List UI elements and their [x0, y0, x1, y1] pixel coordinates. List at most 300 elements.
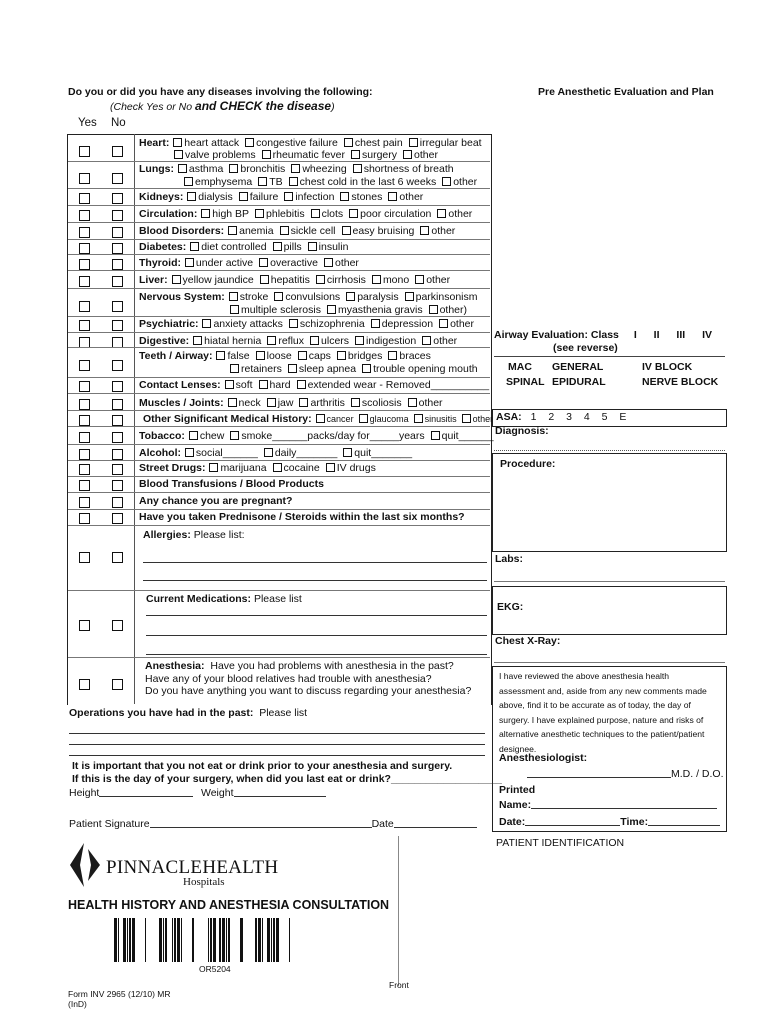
checkbox-column-divider	[134, 134, 135, 704]
lungs-option[interactable]: bronchitis	[228, 163, 285, 175]
row-divider	[68, 347, 490, 348]
checkbox-icon[interactable]	[289, 319, 298, 328]
checkbox-icon[interactable]	[327, 305, 336, 314]
psychiatric-no-checkbox[interactable]	[112, 320, 123, 331]
checkbox-icon[interactable]	[297, 380, 306, 389]
checkbox-icon[interactable]	[229, 164, 238, 173]
heart-line	[173, 149, 443, 161]
height-field[interactable]: Height	[69, 787, 193, 799]
checkbox-icon[interactable]	[422, 336, 431, 345]
teeth-airway-yes-checkbox[interactable]	[79, 360, 90, 371]
lungs-line	[183, 176, 482, 188]
nervous-system-option[interactable]: myasthenia gravis	[326, 304, 423, 316]
diabetes-option[interactable]: diet controlled	[189, 241, 266, 253]
diabetes-yes-checkbox[interactable]	[79, 243, 90, 254]
checkbox-icon[interactable]	[409, 138, 418, 147]
circulation-line	[139, 208, 477, 220]
checkbox-icon[interactable]	[185, 258, 194, 267]
checkbox-icon[interactable]	[351, 398, 360, 407]
checkbox-icon[interactable]	[388, 192, 397, 201]
psychiatric-option[interactable]: schizophrenia	[288, 318, 365, 330]
barcode-bar	[240, 918, 243, 962]
barcode-text: OR5204	[199, 964, 231, 974]
kidneys-yes-checkbox[interactable]	[79, 193, 90, 204]
alcohol-line	[139, 447, 417, 459]
digestive-line	[139, 335, 462, 347]
other-significant-medical-history-yes-checkbox[interactable]	[79, 415, 90, 426]
liver-yes-checkbox[interactable]	[79, 276, 90, 287]
psychiatric-option[interactable]: depression	[370, 318, 433, 330]
digestive-option[interactable]: other	[421, 335, 457, 347]
checkbox-icon[interactable]	[371, 319, 380, 328]
tobacco-yes-checkbox[interactable]	[79, 432, 90, 443]
checkbox-icon[interactable]	[362, 364, 371, 373]
checkbox-icon[interactable]	[316, 414, 325, 423]
psychiatric-label: Psychiatric:	[139, 318, 199, 330]
digestive-option[interactable]: indigestion	[354, 335, 416, 347]
medications-line-2[interactable]	[146, 635, 487, 636]
checkbox-icon[interactable]	[258, 177, 267, 186]
checkbox-icon[interactable]	[288, 364, 297, 373]
epidural-option[interactable]: EPIDURAL	[552, 376, 606, 388]
lungs-option[interactable]: asthma	[177, 163, 223, 175]
checkbox-icon[interactable]	[316, 275, 325, 284]
row-divider	[68, 222, 490, 223]
checkbox-icon[interactable]	[260, 275, 269, 284]
allergies-line-1[interactable]	[143, 562, 487, 563]
teeth-airway-option[interactable]: retainers	[229, 363, 282, 375]
checkbox-icon[interactable]	[437, 209, 446, 218]
tobacco-option[interactable]: quit______	[430, 430, 494, 442]
checkbox-icon[interactable]	[245, 138, 254, 147]
circulation-option[interactable]: phlebitis	[254, 208, 305, 220]
psychiatric-yes-checkbox[interactable]	[79, 320, 90, 331]
teeth-airway-option[interactable]: trouble opening mouth	[361, 363, 478, 375]
kidneys-option[interactable]: infection	[283, 191, 334, 203]
digestive-option[interactable]: hiatal hernia	[192, 335, 261, 347]
heart-label: Heart:	[139, 137, 170, 149]
nervous-system-option[interactable]: multiple sclerosis	[229, 304, 321, 316]
row-divider	[68, 460, 490, 461]
diabetes-no-checkbox[interactable]	[112, 243, 123, 254]
digestive-option[interactable]: ulcers	[309, 335, 349, 347]
checkbox-icon[interactable]	[228, 398, 237, 407]
liver-option[interactable]: cirrhosis	[315, 274, 366, 286]
alcohol-option[interactable]: social______	[184, 447, 258, 459]
alcohol-label: Alcohol:	[139, 447, 181, 459]
barcode-bar	[262, 918, 263, 962]
other-significant-medical-history-option[interactable]: glaucoma	[358, 414, 409, 424]
diabetes-option[interactable]: insulin	[307, 241, 349, 253]
checkbox-icon[interactable]	[388, 351, 397, 360]
row-divider	[68, 525, 490, 526]
thyroid-option[interactable]: under active	[184, 257, 253, 269]
right-title: Pre Anesthetic Evaluation and Plan	[538, 86, 714, 98]
mac-option[interactable]: MAC	[508, 361, 532, 373]
contact-lenses-no-checkbox[interactable]	[112, 381, 123, 392]
checkbox-icon[interactable]	[184, 177, 193, 186]
street-drugs-label: Street Drugs:	[139, 462, 206, 474]
alcohol-yes-checkbox[interactable]	[79, 449, 90, 460]
checkbox-icon[interactable]	[190, 242, 199, 251]
row-divider	[68, 332, 490, 333]
diabetes-label: Diabetes:	[139, 241, 187, 253]
muscles-joints-option[interactable]: other	[407, 397, 443, 409]
checkbox-icon[interactable]	[280, 226, 289, 235]
anesthesia-questions: Anesthesia: Have you had problems with anesthesia in the past? Have any of your blood relatives had trouble with anesthesia? Do you have anything you want to discuss regarding your anesthesia?	[145, 660, 472, 697]
street-drugs-yes-checkbox[interactable]	[79, 464, 90, 475]
liver-option[interactable]: other	[414, 274, 450, 286]
checkbox-icon[interactable]	[174, 150, 183, 159]
front-label: Front	[389, 980, 409, 990]
muscles-joints-option[interactable]: neck	[227, 397, 261, 409]
allergies-yes-checkbox[interactable]	[79, 552, 90, 563]
checkbox-icon[interactable]	[462, 414, 471, 423]
contact-lenses-label: Contact Lenses:	[139, 379, 221, 391]
nervous-system-no-checkbox[interactable]	[112, 301, 123, 312]
operations-line-3[interactable]	[69, 755, 485, 756]
teeth-airway-option[interactable]: sleep apnea	[287, 363, 356, 375]
row-divider	[68, 188, 490, 189]
kidneys-no-checkbox[interactable]	[112, 193, 123, 204]
thyroid-option[interactable]: other	[323, 257, 359, 269]
checkbox-icon[interactable]	[172, 275, 181, 284]
checkbox-icon[interactable]	[311, 209, 320, 218]
lungs-option[interactable]: other	[441, 176, 477, 188]
heart-option[interactable]: congestive failure	[244, 137, 338, 149]
checkbox-icon[interactable]	[408, 398, 417, 407]
circulation-option[interactable]: clots	[310, 208, 344, 220]
blood-disorders-option[interactable]: sickle cell	[279, 225, 336, 237]
anesthesia-no-checkbox[interactable]	[112, 679, 123, 690]
checkbox-icon[interactable]	[273, 242, 282, 251]
no-header: No	[111, 117, 126, 129]
tobacco-option[interactable]: smoke______packs/day for_____years	[229, 430, 424, 442]
tobacco-label: Tobacco:	[139, 430, 185, 442]
medications-line-1[interactable]	[146, 615, 487, 616]
checkbox-icon[interactable]	[299, 398, 308, 407]
checkbox-icon[interactable]	[264, 448, 273, 457]
heart-line	[139, 137, 487, 149]
checkbox-icon[interactable]	[403, 150, 412, 159]
muscles-joints-yes-checkbox[interactable]	[79, 399, 90, 410]
checkbox-icon[interactable]	[289, 177, 298, 186]
alcohol-no-checkbox[interactable]	[112, 449, 123, 460]
heart-option[interactable]: chest pain	[343, 137, 403, 149]
checkbox-icon[interactable]	[262, 150, 271, 159]
checkbox-icon[interactable]	[267, 336, 276, 345]
checkbox-icon[interactable]	[274, 292, 283, 301]
teeth-airway-option[interactable]: false	[215, 350, 249, 362]
signature-field[interactable]: Patient Signature Date	[69, 818, 477, 830]
nervous-system-option[interactable]: convulsions	[273, 291, 340, 303]
lungs-option[interactable]: wheezing	[290, 163, 346, 175]
asa-classes[interactable]: ASA: 1 2 3 4 5 E	[496, 411, 627, 423]
pinnacle-logo-icon	[66, 841, 106, 889]
checkbox-icon[interactable]	[420, 226, 429, 235]
lungs-option[interactable]: TB	[257, 176, 282, 188]
patient-identification-label: PATIENT IDENTIFICATION	[496, 837, 625, 849]
barcode-bar	[192, 918, 194, 962]
checkbox-icon[interactable]	[337, 351, 346, 360]
street-drugs-option[interactable]: IV drugs	[325, 462, 376, 474]
nervous-system-option[interactable]: other)	[428, 304, 467, 316]
other-significant-medical-history-option[interactable]: sinusitis	[413, 414, 457, 424]
liver-option[interactable]: mono	[371, 274, 409, 286]
checkbox-icon[interactable]	[230, 305, 239, 314]
other-significant-medical-history-line	[143, 413, 497, 425]
diagnosis-line	[494, 450, 725, 451]
contact-lenses-option[interactable]: hard	[258, 379, 291, 391]
checkbox-icon[interactable]	[173, 138, 182, 147]
fold-divider	[398, 836, 399, 986]
street-drugs-no-checkbox[interactable]	[112, 464, 123, 475]
kidneys-line	[139, 191, 428, 203]
checkbox-icon[interactable]	[326, 463, 335, 472]
checkbox-icon[interactable]	[324, 258, 333, 267]
digestive-label: Digestive:	[139, 335, 190, 347]
barcode-bar	[210, 918, 212, 962]
row-divider	[68, 476, 490, 477]
checkbox-icon[interactable]	[310, 336, 319, 345]
allergies-no-checkbox[interactable]	[112, 552, 123, 563]
barcode-bar	[222, 918, 225, 962]
teeth-airway-no-checkbox[interactable]	[112, 360, 123, 371]
heart-option[interactable]: heart attack	[172, 137, 239, 149]
barcode-bar	[276, 918, 279, 962]
checkbox-icon[interactable]	[342, 226, 351, 235]
circulation-option[interactable]: poor circulation	[348, 208, 431, 220]
street-drugs-option[interactable]: marijuana	[208, 462, 266, 474]
teeth-airway-option[interactable]: loose	[255, 350, 292, 362]
nervous-system-line	[139, 291, 482, 303]
medications-no-checkbox[interactable]	[112, 620, 123, 631]
heart-yes-checkbox[interactable]	[79, 146, 90, 157]
nervous-system-option[interactable]: parkinsonism	[404, 291, 478, 303]
form-title: HEALTH HISTORY AND ANESTHESIA CONSULTATION	[68, 898, 390, 912]
checkbox-icon[interactable]	[442, 177, 451, 186]
tobacco-no-checkbox[interactable]	[112, 432, 123, 443]
heart-option[interactable]: rheumatic fever	[261, 149, 345, 161]
barcode-bar	[132, 918, 135, 962]
anesthesiologist-signature[interactable]: M.D. / D.O.	[527, 768, 724, 780]
circulation-no-checkbox[interactable]	[112, 210, 123, 221]
liver-no-checkbox[interactable]	[112, 276, 123, 287]
liver-option[interactable]: hepatitis	[259, 274, 310, 286]
have-you-taken-prednisone-steroids-within-the-last-six-months-line	[139, 511, 465, 523]
heart-option[interactable]: irregular beat	[408, 137, 482, 149]
muscles-joints-option[interactable]: scoliosis	[350, 397, 402, 409]
checkbox-icon[interactable]	[349, 209, 358, 218]
checkbox-icon[interactable]	[372, 275, 381, 284]
street-drugs-option[interactable]: cocaine	[272, 462, 320, 474]
checkbox-icon[interactable]	[230, 431, 239, 440]
blood-disorders-no-checkbox[interactable]	[112, 227, 123, 238]
blood-disorders-option[interactable]: easy bruising	[341, 225, 415, 237]
thyroid-option[interactable]: overactive	[258, 257, 318, 269]
kidneys-option[interactable]: other	[387, 191, 423, 203]
any-chance-you-are-pregnant-label: Any chance you are pregnant?	[139, 495, 293, 507]
lungs-yes-checkbox[interactable]	[79, 173, 90, 184]
checkbox-icon[interactable]	[225, 380, 234, 389]
checkbox-icon[interactable]	[284, 192, 293, 201]
medications-line-3[interactable]	[146, 654, 487, 655]
contact-lenses-yes-checkbox[interactable]	[79, 381, 90, 392]
general-option[interactable]: GENERAL	[552, 361, 604, 373]
checkbox-icon[interactable]	[340, 192, 349, 201]
checkbox-icon[interactable]	[189, 431, 198, 440]
medications-yes-checkbox[interactable]	[79, 620, 90, 631]
heart-option[interactable]: other	[402, 149, 438, 161]
checkbox-icon[interactable]	[273, 463, 282, 472]
allergies-line-2[interactable]	[143, 580, 487, 581]
checkbox-icon[interactable]	[185, 448, 194, 457]
teeth-airway-option[interactable]: bridges	[336, 350, 382, 362]
checkbox-icon[interactable]	[344, 138, 353, 147]
heart-no-checkbox[interactable]	[112, 146, 123, 157]
psychiatric-option[interactable]: anxiety attacks	[201, 318, 282, 330]
date-time-field[interactable]: Date: Time:	[499, 816, 720, 828]
checkbox-icon[interactable]	[230, 364, 239, 373]
teeth-airway-option[interactable]: caps	[297, 350, 331, 362]
checkbox-icon[interactable]	[178, 164, 187, 173]
digestive-option[interactable]: reflux	[266, 335, 304, 347]
checkbox-icon[interactable]	[202, 319, 211, 328]
thyroid-line	[139, 257, 364, 269]
psychiatric-option[interactable]: other	[438, 318, 474, 330]
diabetes-option[interactable]: pills	[272, 241, 302, 253]
barcode-bar	[159, 918, 162, 962]
blood-disorders-option[interactable]: anemia	[227, 225, 273, 237]
kidneys-option[interactable]: failure	[238, 191, 279, 203]
nervous-system-option[interactable]: paralysis	[345, 291, 398, 303]
any-chance-you-are-pregnant-yes-checkbox[interactable]	[79, 497, 90, 508]
alcohol-option[interactable]: quit_______	[342, 447, 412, 459]
checkbox-icon[interactable]	[239, 192, 248, 201]
checkbox-icon[interactable]	[259, 380, 268, 389]
checkbox-icon[interactable]	[429, 305, 438, 314]
checkbox-icon[interactable]	[414, 414, 423, 423]
have-you-taken-prednisone-steroids-within-the-last-six-months-no-checkbox[interactable]	[112, 513, 123, 524]
operations-line-2[interactable]	[69, 744, 485, 745]
checkbox-icon[interactable]	[308, 242, 317, 251]
blood-disorders-yes-checkbox[interactable]	[79, 227, 90, 238]
other-significant-medical-history-no-checkbox[interactable]	[112, 415, 123, 426]
checkbox-icon[interactable]	[187, 192, 196, 201]
barcode	[114, 918, 304, 967]
liver-line	[139, 274, 455, 286]
checkbox-icon[interactable]	[298, 351, 307, 360]
muscles-joints-option[interactable]: jaw	[266, 397, 294, 409]
contact-lenses-option[interactable]: extended wear - Removed__________	[296, 379, 490, 391]
checkbox-icon[interactable]	[355, 336, 364, 345]
ekg-label: EKG:	[497, 601, 524, 613]
blood-transfusions-blood-products-no-checkbox[interactable]	[112, 480, 123, 491]
kidneys-option[interactable]: stones	[339, 191, 382, 203]
any-chance-you-are-pregnant-no-checkbox[interactable]	[112, 497, 123, 508]
nervous-system-yes-checkbox[interactable]	[79, 301, 90, 312]
row-divider	[68, 444, 490, 445]
medications-label: Current Medications: Please list	[146, 593, 302, 605]
printed-name-field[interactable]: Name:	[499, 799, 717, 811]
thyroid-no-checkbox[interactable]	[112, 259, 123, 270]
barcode-bar	[129, 918, 131, 962]
other-significant-medical-history-option[interactable]: cancer	[315, 414, 354, 424]
heart-option[interactable]: surgery	[350, 149, 397, 161]
muscles-joints-option[interactable]: arthritis	[298, 397, 344, 409]
alcohol-option[interactable]: daily_______	[263, 447, 337, 459]
checkbox-icon[interactable]	[351, 150, 360, 159]
iv-block-option[interactable]: IV BLOCK	[642, 361, 693, 373]
checkbox-icon[interactable]	[216, 351, 225, 360]
circulation-option[interactable]: other	[436, 208, 472, 220]
checkbox-icon[interactable]	[346, 292, 355, 301]
checkbox-icon[interactable]	[209, 463, 218, 472]
lungs-option[interactable]: chest cold in the last 6 weeks	[288, 176, 437, 188]
lungs-option[interactable]: emphysema	[183, 176, 252, 188]
teeth-airway-line	[139, 350, 436, 362]
nervous-system-option[interactable]: stroke	[228, 291, 269, 303]
liver-option[interactable]: yellow jaundice	[171, 274, 254, 286]
checkbox-icon[interactable]	[359, 414, 368, 423]
checkbox-icon[interactable]	[431, 431, 440, 440]
kidneys-option[interactable]: dialysis	[186, 191, 232, 203]
checkbox-icon[interactable]	[259, 258, 268, 267]
checkbox-icon[interactable]	[353, 164, 362, 173]
blood-transfusions-blood-products-yes-checkbox[interactable]	[79, 480, 90, 491]
thyroid-yes-checkbox[interactable]	[79, 259, 90, 270]
teeth-airway-option[interactable]: braces	[387, 350, 431, 362]
anesthesia-yes-checkbox[interactable]	[79, 679, 90, 690]
checkbox-icon[interactable]	[255, 209, 264, 218]
ekg-box[interactable]	[492, 586, 727, 635]
checkbox-icon[interactable]	[228, 226, 237, 235]
nerve-block-option[interactable]: NERVE BLOCK	[642, 376, 719, 388]
checkbox-icon[interactable]	[343, 448, 352, 457]
spinal-option[interactable]: SPINAL	[506, 376, 545, 388]
blood-transfusions-blood-products-line	[139, 478, 324, 490]
circulation-yes-checkbox[interactable]	[79, 210, 90, 221]
checkbox-icon[interactable]	[193, 336, 202, 345]
checkbox-icon[interactable]	[229, 292, 238, 301]
checkbox-icon[interactable]	[405, 292, 414, 301]
operations-line-1[interactable]	[69, 733, 485, 734]
checkbox-icon[interactable]	[267, 398, 276, 407]
have-you-taken-prednisone-steroids-within-the-last-six-months-yes-checkbox[interactable]	[79, 513, 90, 524]
checkbox-icon[interactable]	[415, 275, 424, 284]
weight-field[interactable]: Weight	[201, 787, 326, 799]
street-drugs-line	[139, 462, 381, 474]
barcode-bar	[213, 918, 216, 962]
tobacco-option[interactable]: chew	[188, 430, 225, 442]
contact-lenses-option[interactable]: soft	[224, 379, 253, 391]
teeth-airway-label: Teeth / Airway:	[139, 350, 213, 362]
lungs-no-checkbox[interactable]	[112, 173, 123, 184]
review-statement: I have reviewed the above anesthesia health assessment and, aside from any new comments made above, find it to be accurate as of today, the day of surgery. I have explained purpose, nature and risks of alternative anesthetic techniques to the patient/patient designee.	[499, 671, 707, 754]
circulation-option[interactable]: high BP	[200, 208, 249, 220]
heart-option[interactable]: valve problems	[173, 149, 256, 161]
checkbox-icon[interactable]	[201, 209, 210, 218]
checkbox-icon[interactable]	[439, 319, 448, 328]
other-significant-medical-history-option[interactable]: other	[461, 414, 494, 424]
checkbox-icon[interactable]	[291, 164, 300, 173]
checkbox-icon[interactable]	[256, 351, 265, 360]
nervous-system-line	[229, 304, 472, 316]
other-significant-medical-history-label: Other Significant Medical History:	[143, 413, 312, 425]
muscles-joints-no-checkbox[interactable]	[112, 399, 123, 410]
blood-disorders-option[interactable]: other	[419, 225, 455, 237]
lungs-option[interactable]: shortness of breath	[352, 163, 454, 175]
